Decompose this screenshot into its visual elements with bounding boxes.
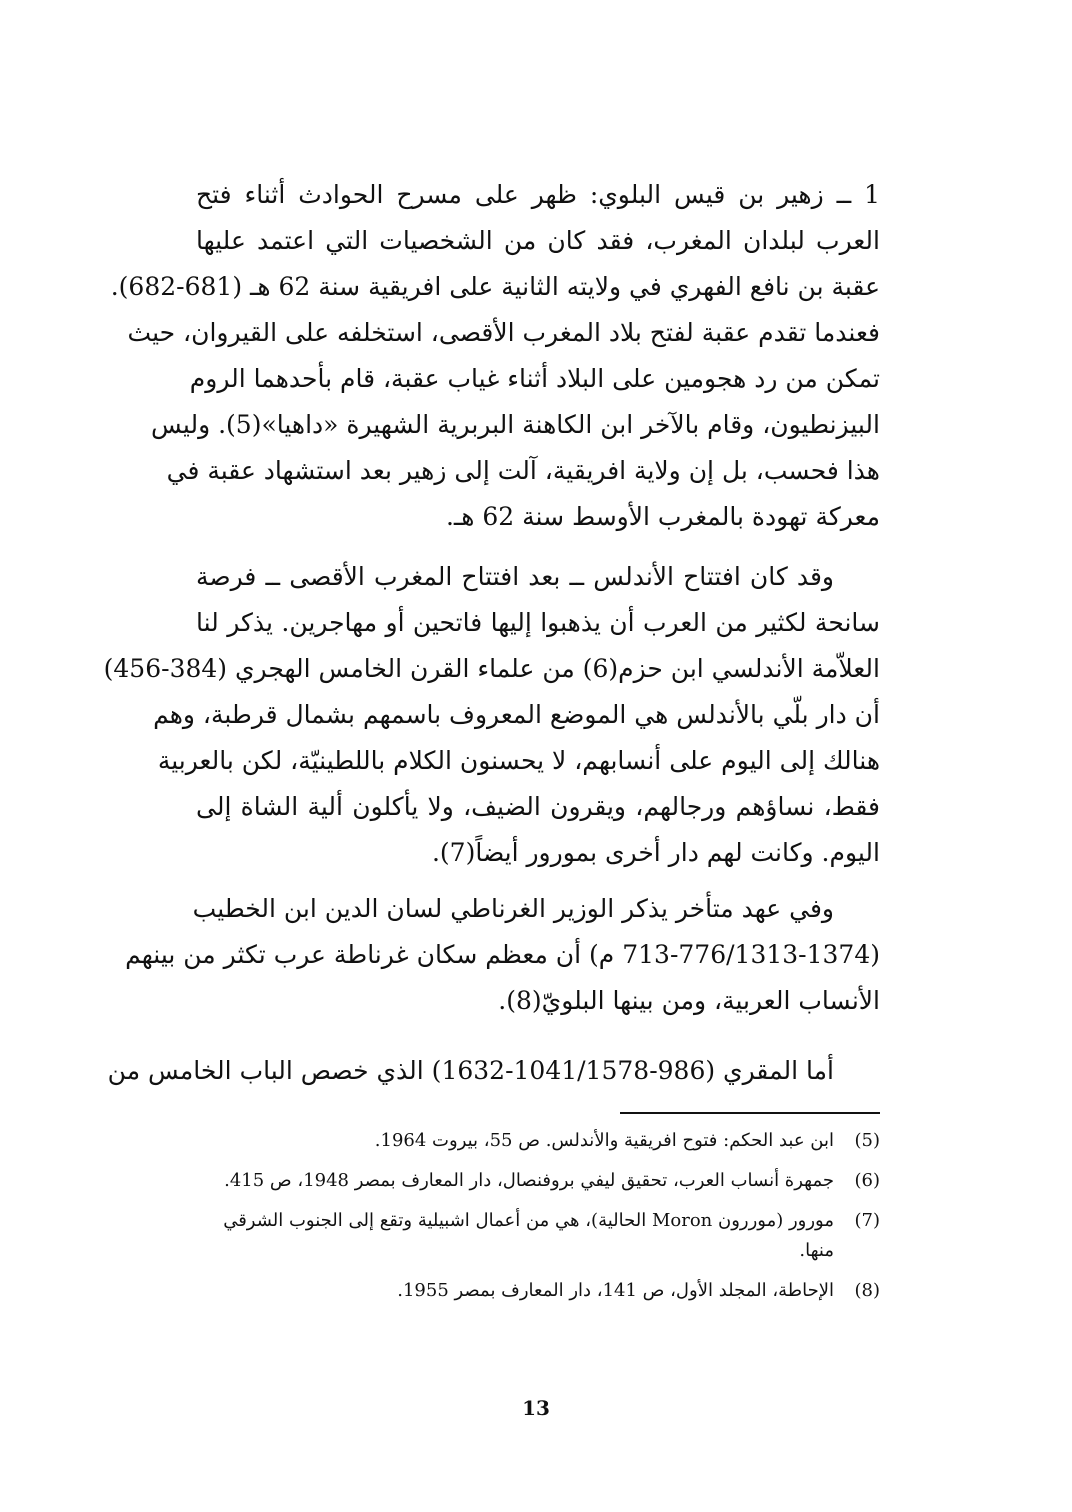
footnote-number: (6) <box>854 1170 880 1191</box>
text-line: 1 ــ زهير بن قيس البلوي: ظهر على مسرح الحوادث أثناء فتح <box>196 180 880 209</box>
text-line: تمكن من رد هجومين على البلاد أثناء غياب عقبة، قام بأحدهما الروم <box>189 364 880 393</box>
footnote-8 <box>196 1276 880 1306</box>
footnote-text: مورور (موررون Moron الحالية)، هي من أعمال اشبيلية وتقع إلى الجنوب الشرقي منها. <box>223 1210 834 1261</box>
footnote-6 <box>196 1166 880 1196</box>
paragraph-granada <box>125 886 880 1024</box>
page-number: 13 <box>522 1396 550 1420</box>
text-line: أن دار بلّي بالأندلس هي الموضع المعروف باسمهم بشمال قرطبة، وهم <box>153 700 880 729</box>
text-line: هذا فحسب، بل إن ولاية افريقية، آلت إلى زهير بعد استشهاد عقبة في <box>166 456 880 485</box>
text-line: العلاّمة الأندلسي ابن حزم(6) من علماء القرن الخامس الهجري (384-456) <box>103 654 880 683</box>
paragraph-zuhayr <box>110 172 880 540</box>
text-line: معركة تهودة بالمغرب الأوسط سنة 62 هـ. <box>445 502 880 531</box>
text-line: وقد كان افتتاح الأندلس ــ بعد افتتاح المغرب الأقصى ــ فرصة <box>196 562 834 591</box>
footnote-5 <box>196 1126 880 1156</box>
text-line: العرب لبلدان المغرب، فقد كان من الشخصيات التي اعتمد عليها <box>196 226 880 255</box>
footnotes <box>196 1126 880 1316</box>
text-line: الأنساب العربية، ومن بينها البلويّ(8). <box>498 986 880 1015</box>
text-line: (713-776/1313-1374 م) أن معظم سكان غرناطة عرب تكثر من بينهم <box>125 940 880 969</box>
text-line: اليوم. وكانت لهم دار أخرى بمورور أيضاً(7). <box>431 838 880 867</box>
footnote-number: (7) <box>854 1210 880 1231</box>
text-line: فعندما تقدم عقبة لفتح بلاد المغرب الأقصى، استخلفه على القيروان، حيث <box>127 318 880 347</box>
text-line: عقبة بن نافع الفهري في ولايته الثانية على افريقية سنة 62 هـ (681-682). <box>110 272 880 301</box>
text-line: أما المقري (986-1041/1578-1632) الذي خصص الباب الخامس من <box>107 1056 834 1085</box>
text-line: هنالك إلى اليوم على أنسابهم، لا يحسنون الكلام باللطينيّة، لكن بالعربية <box>157 746 880 775</box>
footnote-number: (8) <box>854 1280 880 1301</box>
paragraph-maqqari <box>107 1048 880 1094</box>
footnote-text: جمهرة أنساب العرب، تحقيق ليفي بروفنصال، دار المعارف بمصر 1948، ص 415. <box>224 1170 834 1191</box>
text-line: سانحة لكثير من العرب أن يذهبوا إليها فاتحين أو مهاجرين. يذكر لنا <box>196 608 881 637</box>
footnote-7 <box>196 1206 880 1266</box>
text-line: فقط، نساؤهم ورجالهم، ويقرون الضيف، ولا يأكلون ألية الشاة إلى <box>196 792 880 821</box>
text-line: وفي عهد متأخر يذكر الوزير الغرناطي لسان الدين ابن الخطيب <box>192 894 834 923</box>
footnote-separator <box>620 1112 880 1114</box>
paragraph-andalus <box>103 554 881 876</box>
footnote-text: ابن عبد الحكم: فتوح افريقية والأندلس. ص 55، بيروت 1964. <box>374 1130 834 1151</box>
footnote-text: الإحاطة، المجلد الأول، ص 141، دار المعارف بمصر 1955. <box>397 1280 834 1301</box>
text-line: البيزنطيون، وقام بالآخر ابن الكاهنة البربرية الشهيرة «داهيا»(5). وليس <box>151 410 880 439</box>
footnote-number: (5) <box>854 1130 880 1151</box>
